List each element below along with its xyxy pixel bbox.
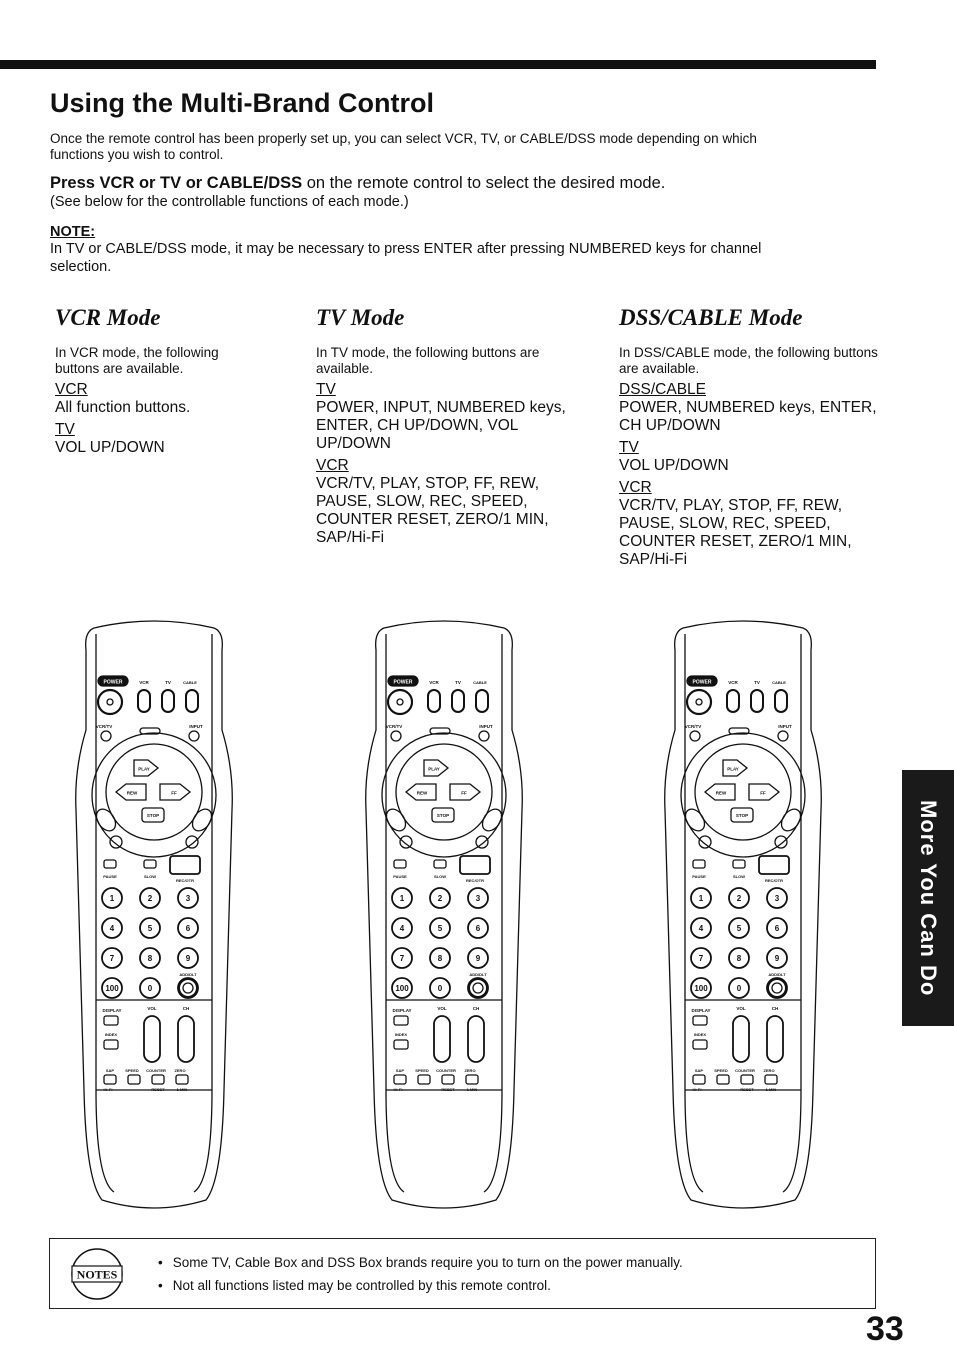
intro-text: Once the remote control has been properly set up, you can select VCR, TV, or CABLE/DSS mode depending on which functions you wish to control. xyxy=(50,131,757,162)
adddlt-label: ADD/DLT xyxy=(768,972,786,977)
vol-rocker-icon xyxy=(733,1016,749,1062)
keypad-label-2-2: 9 xyxy=(475,954,481,963)
mode-button-0 xyxy=(138,690,150,712)
left-small-button-icon xyxy=(400,836,412,848)
dss-mode-column xyxy=(619,305,884,573)
adddlt-label: ADD/DLT xyxy=(179,972,197,977)
slow-label: SLOW xyxy=(733,874,745,879)
power-label: POWER xyxy=(393,679,413,686)
pause-button-icon xyxy=(693,860,705,868)
index-button-icon xyxy=(693,1040,707,1049)
dss-mode-sec1: DSS/CABLE xyxy=(619,381,707,398)
keypad-label-1-1: 5 xyxy=(437,924,443,933)
power-dot-icon xyxy=(696,699,702,705)
bottom-button-0 xyxy=(104,1075,116,1084)
speed-label: SPEED xyxy=(714,1068,728,1073)
slow-button-icon xyxy=(733,860,745,868)
vol-label: VOL xyxy=(147,1006,157,1011)
ch-label: CH xyxy=(472,1006,480,1011)
onemin-label: 1 MIN xyxy=(176,1087,188,1092)
keypad-label-1-2: 6 xyxy=(774,924,780,933)
vcr-label: VCR xyxy=(728,680,738,685)
top-rule xyxy=(0,60,876,69)
keypad-label-0-2: 3 xyxy=(475,894,481,903)
keypad-label-2-2: 9 xyxy=(185,954,191,963)
reset-label: RESET xyxy=(740,1087,754,1092)
tv-mode-heading: TV Mode xyxy=(316,305,405,330)
remote-inner-edge xyxy=(386,634,502,1192)
slow-label: SLOW xyxy=(434,874,446,879)
dss-mode-lead: In DSS/CABLE mode, the following buttons are available. xyxy=(619,345,878,376)
mode-button-1 xyxy=(751,690,763,712)
tv-mode-lead: In TV mode, the following buttons are available. xyxy=(316,345,540,376)
mode-button-2 xyxy=(775,690,787,712)
keypad-label-2-1: 8 xyxy=(147,954,153,963)
remote-group xyxy=(366,621,523,1208)
keypad-label-2-1: 8 xyxy=(437,954,443,963)
zero-label: ZERO xyxy=(763,1068,775,1073)
onemin-label: 1 MIN xyxy=(466,1087,478,1092)
bottom-button-1 xyxy=(128,1075,140,1084)
vcr-mode-txt1: All function buttons. xyxy=(55,399,191,416)
note-heading: NOTE: xyxy=(50,224,96,240)
bottom-button-0 xyxy=(693,1075,705,1084)
cable-label: CABLE xyxy=(183,680,197,685)
note-item-2: • Not all functions listed may be controlled by this remote control. xyxy=(158,1274,683,1297)
sap-label: SAP xyxy=(105,1068,115,1073)
remote-control-illustration-tv xyxy=(364,620,524,1210)
ch-rocker-icon xyxy=(468,1016,484,1062)
power-button-icon xyxy=(98,690,122,714)
remote-inner-edge xyxy=(685,634,801,1192)
power-dot-icon xyxy=(107,699,113,705)
speed-label: SPEED xyxy=(125,1068,139,1073)
onemin-label: 1 MIN xyxy=(765,1087,777,1092)
slow-button-icon xyxy=(434,860,446,868)
keypad-label-0-2: 3 xyxy=(185,894,191,903)
side-tab xyxy=(902,770,954,1026)
index-label: INDEX xyxy=(693,1032,707,1037)
mode-button-2 xyxy=(476,690,488,712)
ch-rocker-icon xyxy=(767,1016,783,1062)
speed-label: SPEED xyxy=(415,1068,429,1073)
transport-inner xyxy=(106,744,202,840)
keypad-label-1-0: 4 xyxy=(399,924,405,933)
input-label: INPUT xyxy=(778,724,792,729)
keypad-label-3-0: 100 xyxy=(694,984,708,993)
bottom-button-3 xyxy=(765,1075,777,1084)
dss-mode-txt1: POWER, NUMBERED keys, ENTER, CH UP/DOWN xyxy=(619,399,877,434)
vcrtv-button-icon xyxy=(101,731,111,741)
keypad-label-3-1: 0 xyxy=(147,984,153,993)
right-small-button-icon xyxy=(476,836,488,848)
index-label: INDEX xyxy=(394,1032,408,1037)
keypad-label-2-0: 7 xyxy=(109,954,115,963)
counter-label: COUNTER xyxy=(436,1068,456,1073)
side-tab-label: More You Can Do xyxy=(916,799,941,997)
zero-label: ZERO xyxy=(174,1068,186,1073)
left-small-button-icon xyxy=(699,836,711,848)
vcr-mode-heading: VCR Mode xyxy=(55,305,161,330)
index-label: INDEX xyxy=(104,1032,118,1037)
rec-label: REC/OTR xyxy=(176,878,194,883)
bottom-button-3 xyxy=(176,1075,188,1084)
power-dot-icon xyxy=(397,699,403,705)
input-label: INPUT xyxy=(189,724,203,729)
vcr-mode-txt2: VOL UP/DOWN xyxy=(55,439,165,456)
display-label: DISPLAY xyxy=(691,1008,711,1013)
notes-list xyxy=(158,1251,683,1297)
adddlt-inner-icon xyxy=(183,983,193,993)
vol-label: VOL xyxy=(437,1006,447,1011)
mode-button-0 xyxy=(727,690,739,712)
hifi-label: Hi-Fi xyxy=(103,1087,113,1092)
bottom-button-2 xyxy=(741,1075,753,1084)
left-small-button-icon xyxy=(110,836,122,848)
keypad-label-1-2: 6 xyxy=(475,924,481,933)
keypad-label-0-0: 1 xyxy=(109,894,115,903)
power-button-icon xyxy=(388,690,412,714)
display-button-icon xyxy=(693,1016,707,1025)
hifi-label: Hi-Fi xyxy=(393,1087,403,1092)
vcrtv-button-icon xyxy=(690,731,700,741)
pause-label: PAUSE xyxy=(393,874,407,879)
vol-rocker-icon xyxy=(144,1016,160,1062)
mode-button-1 xyxy=(452,690,464,712)
sap-label: SAP xyxy=(395,1068,405,1073)
keypad-label-1-1: 5 xyxy=(736,924,742,933)
rec-button-icon xyxy=(460,856,490,874)
rec-label: REC/OTR xyxy=(466,878,484,883)
vcrtv-label: VCR/TV xyxy=(95,724,113,729)
dss-mode-heading: DSS/CABLE Mode xyxy=(619,305,803,330)
dss-mode-txt3: VCR/TV, PLAY, STOP, FF, REW, PAUSE, SLOW, REC, SPEED, COUNTER RESET, ZERO/1 MIN, SAP/Hi-Fi xyxy=(619,497,852,568)
slow-label: SLOW xyxy=(144,874,156,879)
display-label: DISPLAY xyxy=(102,1008,122,1013)
reset-label: RESET xyxy=(441,1087,455,1092)
input-button-icon xyxy=(778,731,788,741)
vcr-label: VCR xyxy=(139,680,149,685)
bottom-button-2 xyxy=(152,1075,164,1084)
bottom-button-2 xyxy=(442,1075,454,1084)
keypad-label-1-0: 4 xyxy=(698,924,704,933)
stop-label: STOP xyxy=(146,813,160,818)
slow-button-icon xyxy=(144,860,156,868)
page-number: 33 xyxy=(866,1310,904,1348)
remote-control-illustration-vcr xyxy=(74,620,234,1210)
index-button-icon xyxy=(104,1040,118,1049)
cable-label: CABLE xyxy=(772,680,786,685)
dss-mode-sec3: VCR xyxy=(619,479,652,496)
tv-mode-sec2: VCR xyxy=(316,457,349,474)
keypad-label-0-1: 2 xyxy=(437,894,443,903)
vcrtv-label: VCR/TV xyxy=(385,724,403,729)
rec-button-icon xyxy=(759,856,789,874)
rew-label: REW xyxy=(416,790,428,796)
mode-button-1 xyxy=(162,690,174,712)
counter-label: COUNTER xyxy=(735,1068,755,1073)
stop-label: STOP xyxy=(436,813,450,818)
note-item-1: • Some TV, Cable Box and DSS Box brands require you to turn on the power manually. xyxy=(158,1251,683,1274)
note-text: In TV or CABLE/DSS mode, it may be necessary to press ENTER after pressing NUMBERED keys for channel selection. xyxy=(50,241,762,275)
keypad-label-2-0: 7 xyxy=(698,954,704,963)
mode-button-2 xyxy=(186,690,198,712)
keypad-label-1-2: 6 xyxy=(185,924,191,933)
vcr-label: VCR xyxy=(429,680,439,685)
vcr-mode-column xyxy=(55,305,265,461)
bottom-button-1 xyxy=(418,1075,430,1084)
keypad-label-0-1: 2 xyxy=(736,894,742,903)
notes-icon xyxy=(70,1247,124,1301)
cable-label: CABLE xyxy=(473,680,487,685)
adddlt-label: ADD/DLT xyxy=(469,972,487,977)
keypad-label-0-1: 2 xyxy=(147,894,153,903)
adddlt-inner-icon xyxy=(473,983,483,993)
vcr-mode-sec1: VCR xyxy=(55,381,88,398)
vcrtv-label: VCR/TV xyxy=(684,724,702,729)
ff-label: FF xyxy=(461,790,467,796)
power-label: POWER xyxy=(103,679,123,686)
vcrtv-button-icon xyxy=(391,731,401,741)
remote-group xyxy=(665,621,822,1208)
index-button-icon xyxy=(394,1040,408,1049)
notes-box xyxy=(49,1238,876,1309)
mode-button-0 xyxy=(428,690,440,712)
dss-mode-txt2: VOL UP/DOWN xyxy=(619,457,729,474)
ff-label: FF xyxy=(171,790,177,796)
keypad-label-3-1: 0 xyxy=(736,984,742,993)
keypad-label-3-1: 0 xyxy=(437,984,443,993)
transport-inner xyxy=(396,744,492,840)
keypad-label-2-1: 8 xyxy=(736,954,742,963)
vcr-mode-lead: In VCR mode, the following buttons are available. xyxy=(55,345,219,376)
remote-group xyxy=(76,621,233,1208)
tv-label: TV xyxy=(165,680,171,685)
bottom-button-0 xyxy=(394,1075,406,1084)
remote-inner-edge xyxy=(96,634,212,1192)
press-instruction xyxy=(50,173,830,193)
bottom-button-1 xyxy=(717,1075,729,1084)
ch-label: CH xyxy=(771,1006,779,1011)
rew-label: REW xyxy=(715,790,727,796)
vol-rocker-icon xyxy=(434,1016,450,1062)
display-button-icon xyxy=(394,1016,408,1025)
press-rest: on the remote control to select the desired mode. xyxy=(302,174,666,192)
pause-label: PAUSE xyxy=(103,874,117,879)
ff-label: FF xyxy=(760,790,766,796)
keypad-label-0-2: 3 xyxy=(774,894,780,903)
tv-label: TV xyxy=(455,680,461,685)
remote-control-illustration-dss xyxy=(663,620,823,1210)
bottom-button-3 xyxy=(466,1075,478,1084)
pause-button-icon xyxy=(104,860,116,868)
keypad-label-3-0: 100 xyxy=(395,984,409,993)
power-label: POWER xyxy=(692,679,712,686)
rec-button-icon xyxy=(170,856,200,874)
transport-inner xyxy=(695,744,791,840)
right-small-button-icon xyxy=(186,836,198,848)
adddlt-button-icon xyxy=(469,979,487,997)
keypad-label-0-0: 1 xyxy=(399,894,405,903)
see-below-text: (See below for the controllable functions of each mode.) xyxy=(50,194,409,210)
tv-label: TV xyxy=(754,680,760,685)
sap-label: SAP xyxy=(694,1068,704,1073)
stop-label: STOP xyxy=(735,813,749,818)
reset-label: RESET xyxy=(151,1087,165,1092)
keypad-label-0-0: 1 xyxy=(698,894,704,903)
tv-mode-column xyxy=(316,305,591,551)
pause-label: PAUSE xyxy=(692,874,706,879)
display-button-icon xyxy=(104,1016,118,1025)
zero-label: ZERO xyxy=(464,1068,476,1073)
ch-label: CH xyxy=(182,1006,190,1011)
input-label: INPUT xyxy=(479,724,493,729)
press-bold: Press VCR or TV or CABLE/DSS xyxy=(50,174,303,192)
keypad-label-3-0: 100 xyxy=(105,984,119,993)
keypad-label-1-1: 5 xyxy=(147,924,153,933)
vcr-mode-sec2: TV xyxy=(55,421,75,438)
pause-button-icon xyxy=(394,860,406,868)
rec-label: REC/OTR xyxy=(765,878,783,883)
page-title: Using the Multi-Brand Control xyxy=(50,88,434,118)
tv-mode-txt2: VCR/TV, PLAY, STOP, FF, REW, PAUSE, SLOW, REC, SPEED, COUNTER RESET, ZERO/1 MIN, SAP/Hi-Fi xyxy=(316,475,549,546)
keypad-label-2-2: 9 xyxy=(774,954,780,963)
tv-mode-txt1: POWER, INPUT, NUMBERED keys, ENTER, CH UP/DOWN, VOL UP/DOWN xyxy=(316,399,566,452)
counter-label: COUNTER xyxy=(146,1068,166,1073)
dss-mode-sec2: TV xyxy=(619,439,639,456)
ch-rocker-icon xyxy=(178,1016,194,1062)
vol-label: VOL xyxy=(736,1006,746,1011)
display-label: DISPLAY xyxy=(392,1008,412,1013)
play-label: PLAY xyxy=(138,766,150,772)
input-button-icon xyxy=(189,731,199,741)
right-small-button-icon xyxy=(775,836,787,848)
keypad-label-1-0: 4 xyxy=(109,924,115,933)
play-label: PLAY xyxy=(727,766,739,772)
input-button-icon xyxy=(479,731,489,741)
keypad-label-2-0: 7 xyxy=(399,954,405,963)
power-button-icon xyxy=(687,690,711,714)
adddlt-button-icon xyxy=(768,979,786,997)
rew-label: REW xyxy=(126,790,138,796)
notes-icon-label: NOTES xyxy=(76,1267,118,1282)
adddlt-inner-icon xyxy=(772,983,782,993)
tv-mode-sec1: TV xyxy=(316,381,336,398)
play-label: PLAY xyxy=(428,766,440,772)
adddlt-button-icon xyxy=(179,979,197,997)
hifi-label: Hi-Fi xyxy=(692,1087,702,1092)
